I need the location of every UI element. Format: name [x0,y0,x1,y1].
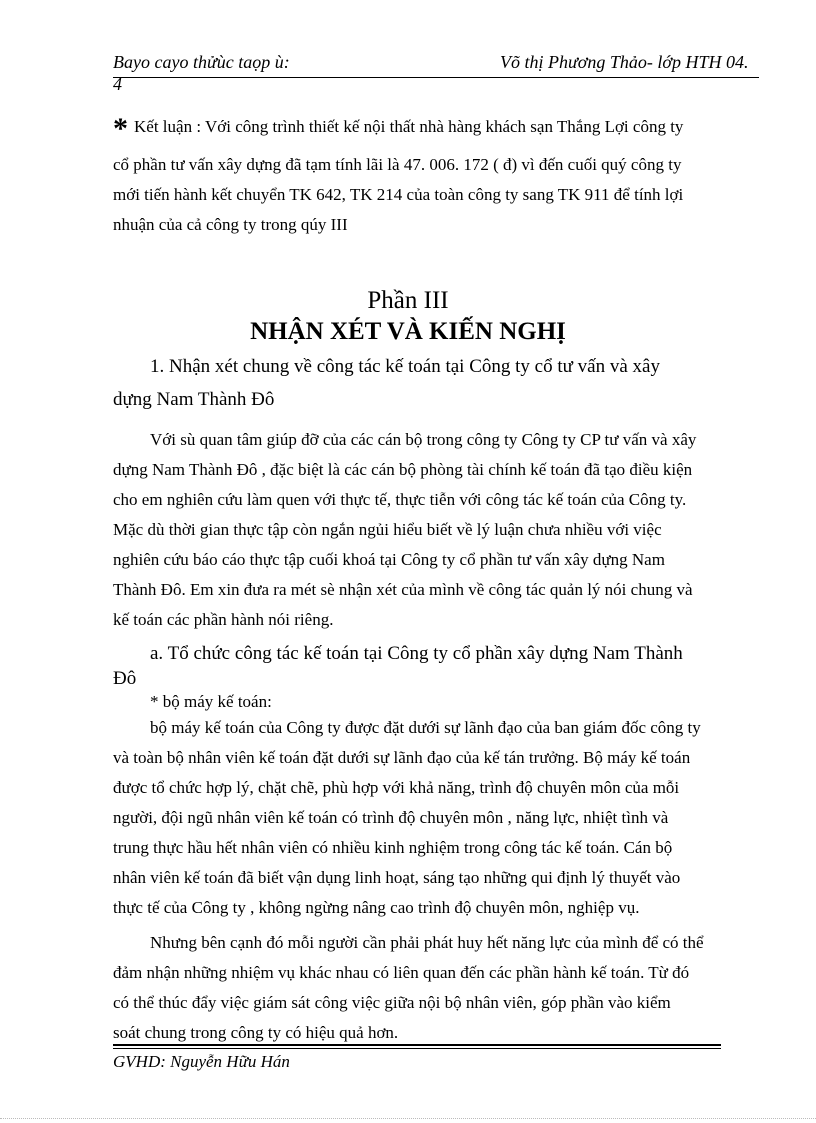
conclusion-line-2: cổ phần tư vấn xây dựng đã tạm tính lãi là 47. 006. 172 ( đ) vì đến cuối quý công ty [113,155,682,174]
subsection-a-heading-cont: Đô [113,668,137,689]
conclusion-line-1 [113,112,759,146]
conclusion-line-4: nhuận của cả công ty trong qúy III [113,215,348,234]
conclusion-text-1: Kết luận : Với công trình thiết kế nội thất nhà hàng khách sạn Thắng Lợi công ty [134,117,684,136]
subsection-a-heading: a. Tổ chức công tác kế toán tại Công ty cổ phần xây dựng Nam Thành [150,643,683,664]
subsection-a-p2-line-3: có thể thúc đẩy việc giám sát công việc giữa nội bộ nhân viên, góp phần vào kiểm [113,993,671,1012]
subsection-a-p1-line-2: và toàn bộ nhân viên kế toán đặt dưới sự lãnh đạo của kế tán trưởng. Bộ máy kế toán [113,748,691,767]
subsection-a-p1-line-4: người, đội ngũ nhân viên kế toán có trình độ chuyên môn , năng lực, nhiệt tình và [113,808,669,827]
header-continuation: 4 [113,74,122,94]
section-1-p1-line-2: dựng Nam Thành Đô , đặc biệt là các cán bộ phòng tài chính kế toán đã tạo điều kiện [113,460,693,479]
subsection-a-p1-line-1: bộ máy kế toán của Công ty được đặt dưới sự lãnh đạo của ban giám đốc công ty [150,718,701,737]
subsection-a-bullet: * bộ máy kế toán: [150,692,272,711]
section-1-p1-line-7: kế toán các phần hành nói riêng. [113,610,334,629]
conclusion-line-3: mới tiến hành kết chuyển TK 642, TK 214 của toàn công ty sang TK 911 để tính lợi [113,185,684,204]
asterisk-bullet-icon: * [113,112,128,145]
subsection-a-p1-line-6: nhân viên kế toán đã biết vận dụng linh hoạt, sáng tạo những qui định lý thuyết vào [113,868,681,887]
section-1-heading-cont: dựng Nam Thành Đô [113,389,275,410]
footer-advisor: GVHD: Nguyễn Hữu Hán [113,1052,290,1071]
header-author: Võ thị Phương Thảo- lớp HTH 04. [500,52,749,72]
subsection-a-p2-line-1: Nhưng bên cạnh đó mỗi người cần phải phát huy hết năng lực của mình để có thể [150,933,704,952]
footer-rule-thin [113,1048,721,1049]
section-1-p1-line-6: Thành Đô. Em xin đưa ra mét sè nhận xét của mình về công tác quản lý nói chung và [113,580,693,599]
section-1-p1-line-5: nghiên cứu báo cáo thực tập cuối khoá tại Công ty cổ phần tư vấn xây dựng Nam [113,550,665,569]
section-1-heading: 1. Nhận xét chung về công tác kế toán tại Công ty cổ tư vấn và xây [150,356,660,377]
footer-rule [113,1044,721,1046]
section-1-p1-line-4: Mặc dù thời gian thực tập còn ngắn ngủi hiểu biết về lý luận chưa nhiều với việc [113,520,662,539]
part-title: NHẬN XÉT VÀ KIẾN NGHỊ [250,318,566,345]
header-report-title: Baуo caуo thửùc taọp ù: [113,52,290,72]
subsection-a-p2-line-2: đảm nhận những nhiệm vụ khác nhau có liên quan đến các phần hành kế toán. Từ đó [113,963,690,982]
subsection-a-p2-line-4: soát chung trong công ty có hiệu quả hơn. [113,1023,399,1042]
subsection-a-p1-line-5: trung thực hầu hết nhân viên có nhiều kinh nghiệm trong công tác kế toán. Cán bộ [113,838,673,857]
section-1-p1-line-1: Với sù quan tâm giúp đỡ của các cán bộ trong công ty Công ty CP tư vấn và xây [150,430,697,449]
header-rule [113,77,759,78]
subsection-a-p1-line-3: được tổ chức hợp lý, chặt chẽ, phù hợp với khả năng, trình độ chuyên môn của mỗi [113,778,680,797]
section-1-p1-line-3: cho em nghiên cứu làm quen với thực tế, thực tiễn với công tác kế toán của Công ty. [113,490,687,509]
page-bottom-dotted-rule [0,1118,816,1119]
part-number: Phần III [367,287,449,314]
subsection-a-p1-line-7: thực tế của Công ty , không ngừng nâng cao trình độ chuyên môn, nghiệp vụ. [113,898,640,917]
